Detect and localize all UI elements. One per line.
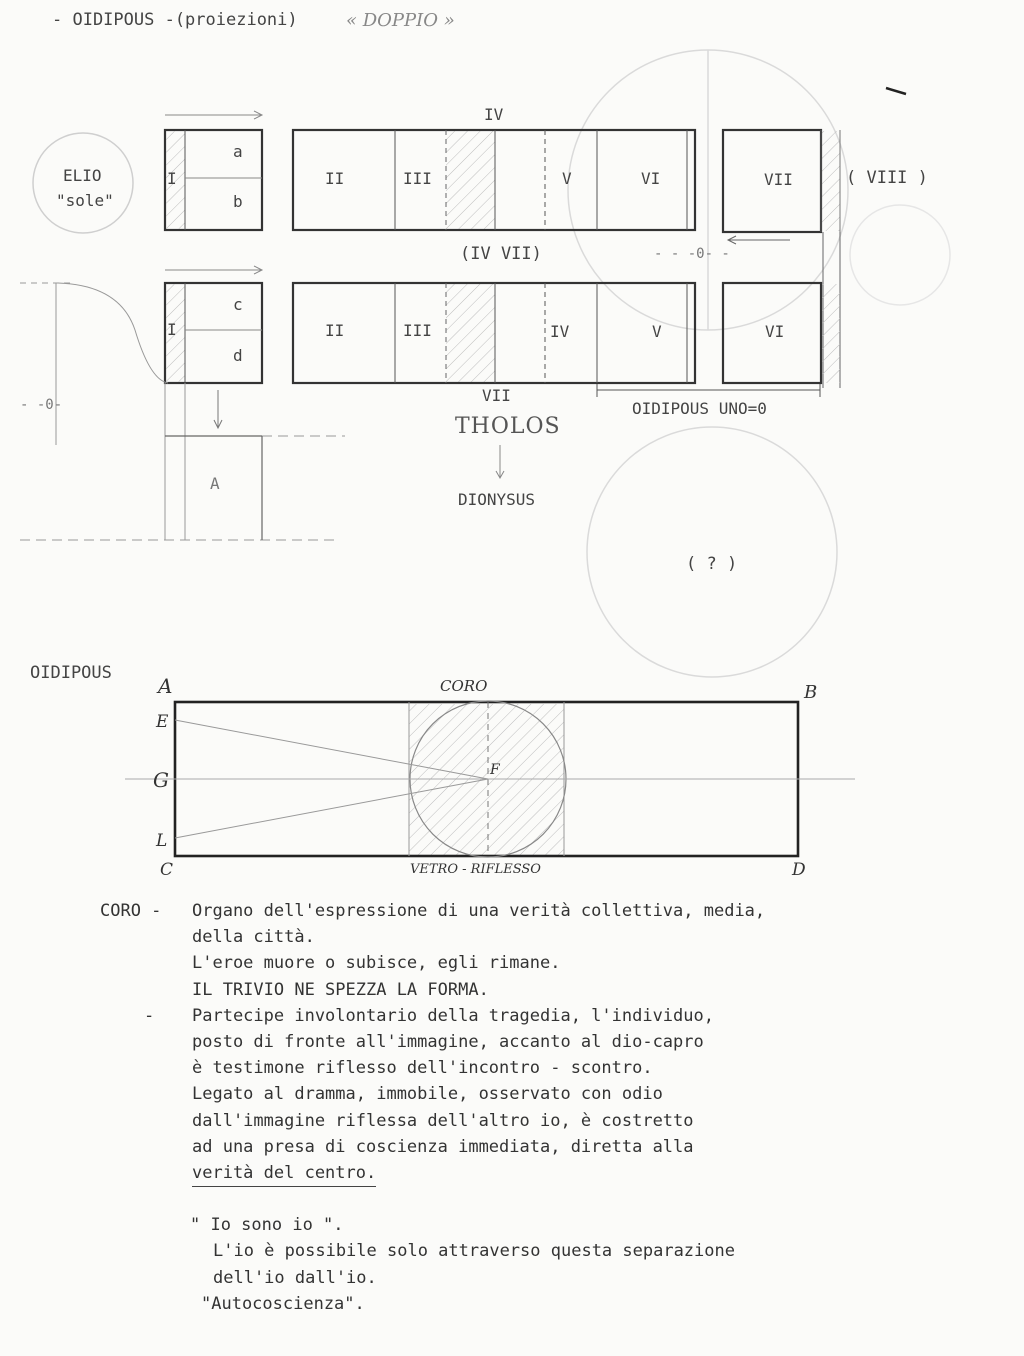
mid-label: (IV VII) <box>460 244 542 264</box>
plan-coro-label: CORO <box>440 677 488 695</box>
row1-label-iv: IV <box>484 105 504 124</box>
point-g: G <box>153 768 169 792</box>
text-line: è testimone riflesso dell'incontro - scontro. <box>192 1058 653 1079</box>
row2-cell-iv: IV <box>550 322 570 341</box>
quote-line: " Io sono io ". <box>190 1215 344 1236</box>
row2-cell-ii: II <box>325 321 345 340</box>
uno-bracket <box>597 384 820 397</box>
sun-label-elio: ELIO <box>63 166 102 185</box>
text-line: Partecipe involontario della tragedia, l'individuo, <box>192 1005 714 1026</box>
quote-body-line: dell'io dall'io. <box>213 1267 377 1288</box>
down-arrow-a <box>214 390 222 428</box>
point-l: L <box>156 831 168 851</box>
point-f: F <box>490 762 500 778</box>
row2-long-box <box>293 283 695 383</box>
point-a: A <box>158 674 173 698</box>
box-a-label: A <box>210 474 220 493</box>
row2-label-c: c <box>233 295 243 314</box>
dash-marker: - <box>144 1005 155 1026</box>
pencil-mark <box>886 88 906 94</box>
row1-label-vii: VII <box>764 170 793 189</box>
coro-label: CORO - <box>100 901 162 921</box>
point-e: E <box>156 712 169 732</box>
left-zero-marker: - -0- <box>20 397 63 413</box>
plan-bottom-label: VETRO - RIFLESSO <box>410 862 541 877</box>
question-label: ( ? ) <box>686 554 738 574</box>
row2-label-vi: VI <box>765 322 785 341</box>
sun-label-sole: "sole" <box>56 191 114 210</box>
row2-cell-iii: III <box>403 321 432 340</box>
row1-cell-iii: III <box>403 169 432 188</box>
quote-body-line: "Autocoscienza". <box>201 1293 365 1314</box>
row1-small-box <box>165 130 262 230</box>
coro-text <box>100 898 1000 1317</box>
row1-label-i: I <box>167 169 177 188</box>
row2-label-i: I <box>167 320 177 339</box>
row1-long-box <box>293 130 695 230</box>
plan-heading: OIDIPOUS <box>30 663 112 683</box>
text-line-underlined: verità del centro. <box>192 1160 376 1187</box>
row2-cell-v: V <box>652 322 662 341</box>
quote-body-line: L'io è possibile solo attraverso questa separazione <box>213 1241 735 1262</box>
doppio-note: « DOPPIO » <box>346 10 455 31</box>
uno-label: OIDIPOUS UNO=0 <box>632 399 767 418</box>
row1-cell-v: V <box>562 169 572 188</box>
text-line: dall'immagine riflessa dell'altro io, è costretto <box>192 1110 694 1131</box>
text-line: della città. <box>192 927 315 948</box>
page-title: - OIDIPOUS -(proiezioni) <box>52 10 298 30</box>
tholos-label: THOLOS <box>455 414 561 439</box>
zero-marker: - - -0- - <box>654 246 730 262</box>
dionysus-label: DIONYSUS <box>458 490 536 509</box>
text-line: Legato al dramma, immobile, osservato con odio <box>192 1084 663 1105</box>
point-d: D <box>792 860 806 880</box>
text-line: Organo dell'espressione di una verità collettiva, media, <box>192 901 766 921</box>
point-c: C <box>160 860 174 880</box>
point-b: B <box>804 682 818 703</box>
text-line: IL TRIVIO NE SPEZZA LA FORMA. <box>192 979 489 1000</box>
row1-label-b: b <box>233 192 243 211</box>
row1-label-a: a <box>233 142 243 161</box>
row1-cell-ii: II <box>325 169 345 188</box>
tholos-arrow <box>496 445 504 478</box>
row2-label-vii: VII <box>482 386 511 405</box>
text-line: ad una presa di coscienza immediata, diretta alla <box>192 1136 694 1157</box>
text-line: posto di fronte all'immagine, accanto al dio-capro <box>192 1031 704 1052</box>
row2-label-d: d <box>233 346 243 365</box>
plan-drawing <box>125 701 855 857</box>
text-line: L'eroe muore o subisce, egli rimane. <box>192 953 561 974</box>
row2-small-box <box>165 283 262 383</box>
row1-cell-vi: VI <box>641 169 661 188</box>
pencil-guide-circles <box>568 50 950 677</box>
row1-label-viii: ( VIII ) <box>846 168 928 188</box>
